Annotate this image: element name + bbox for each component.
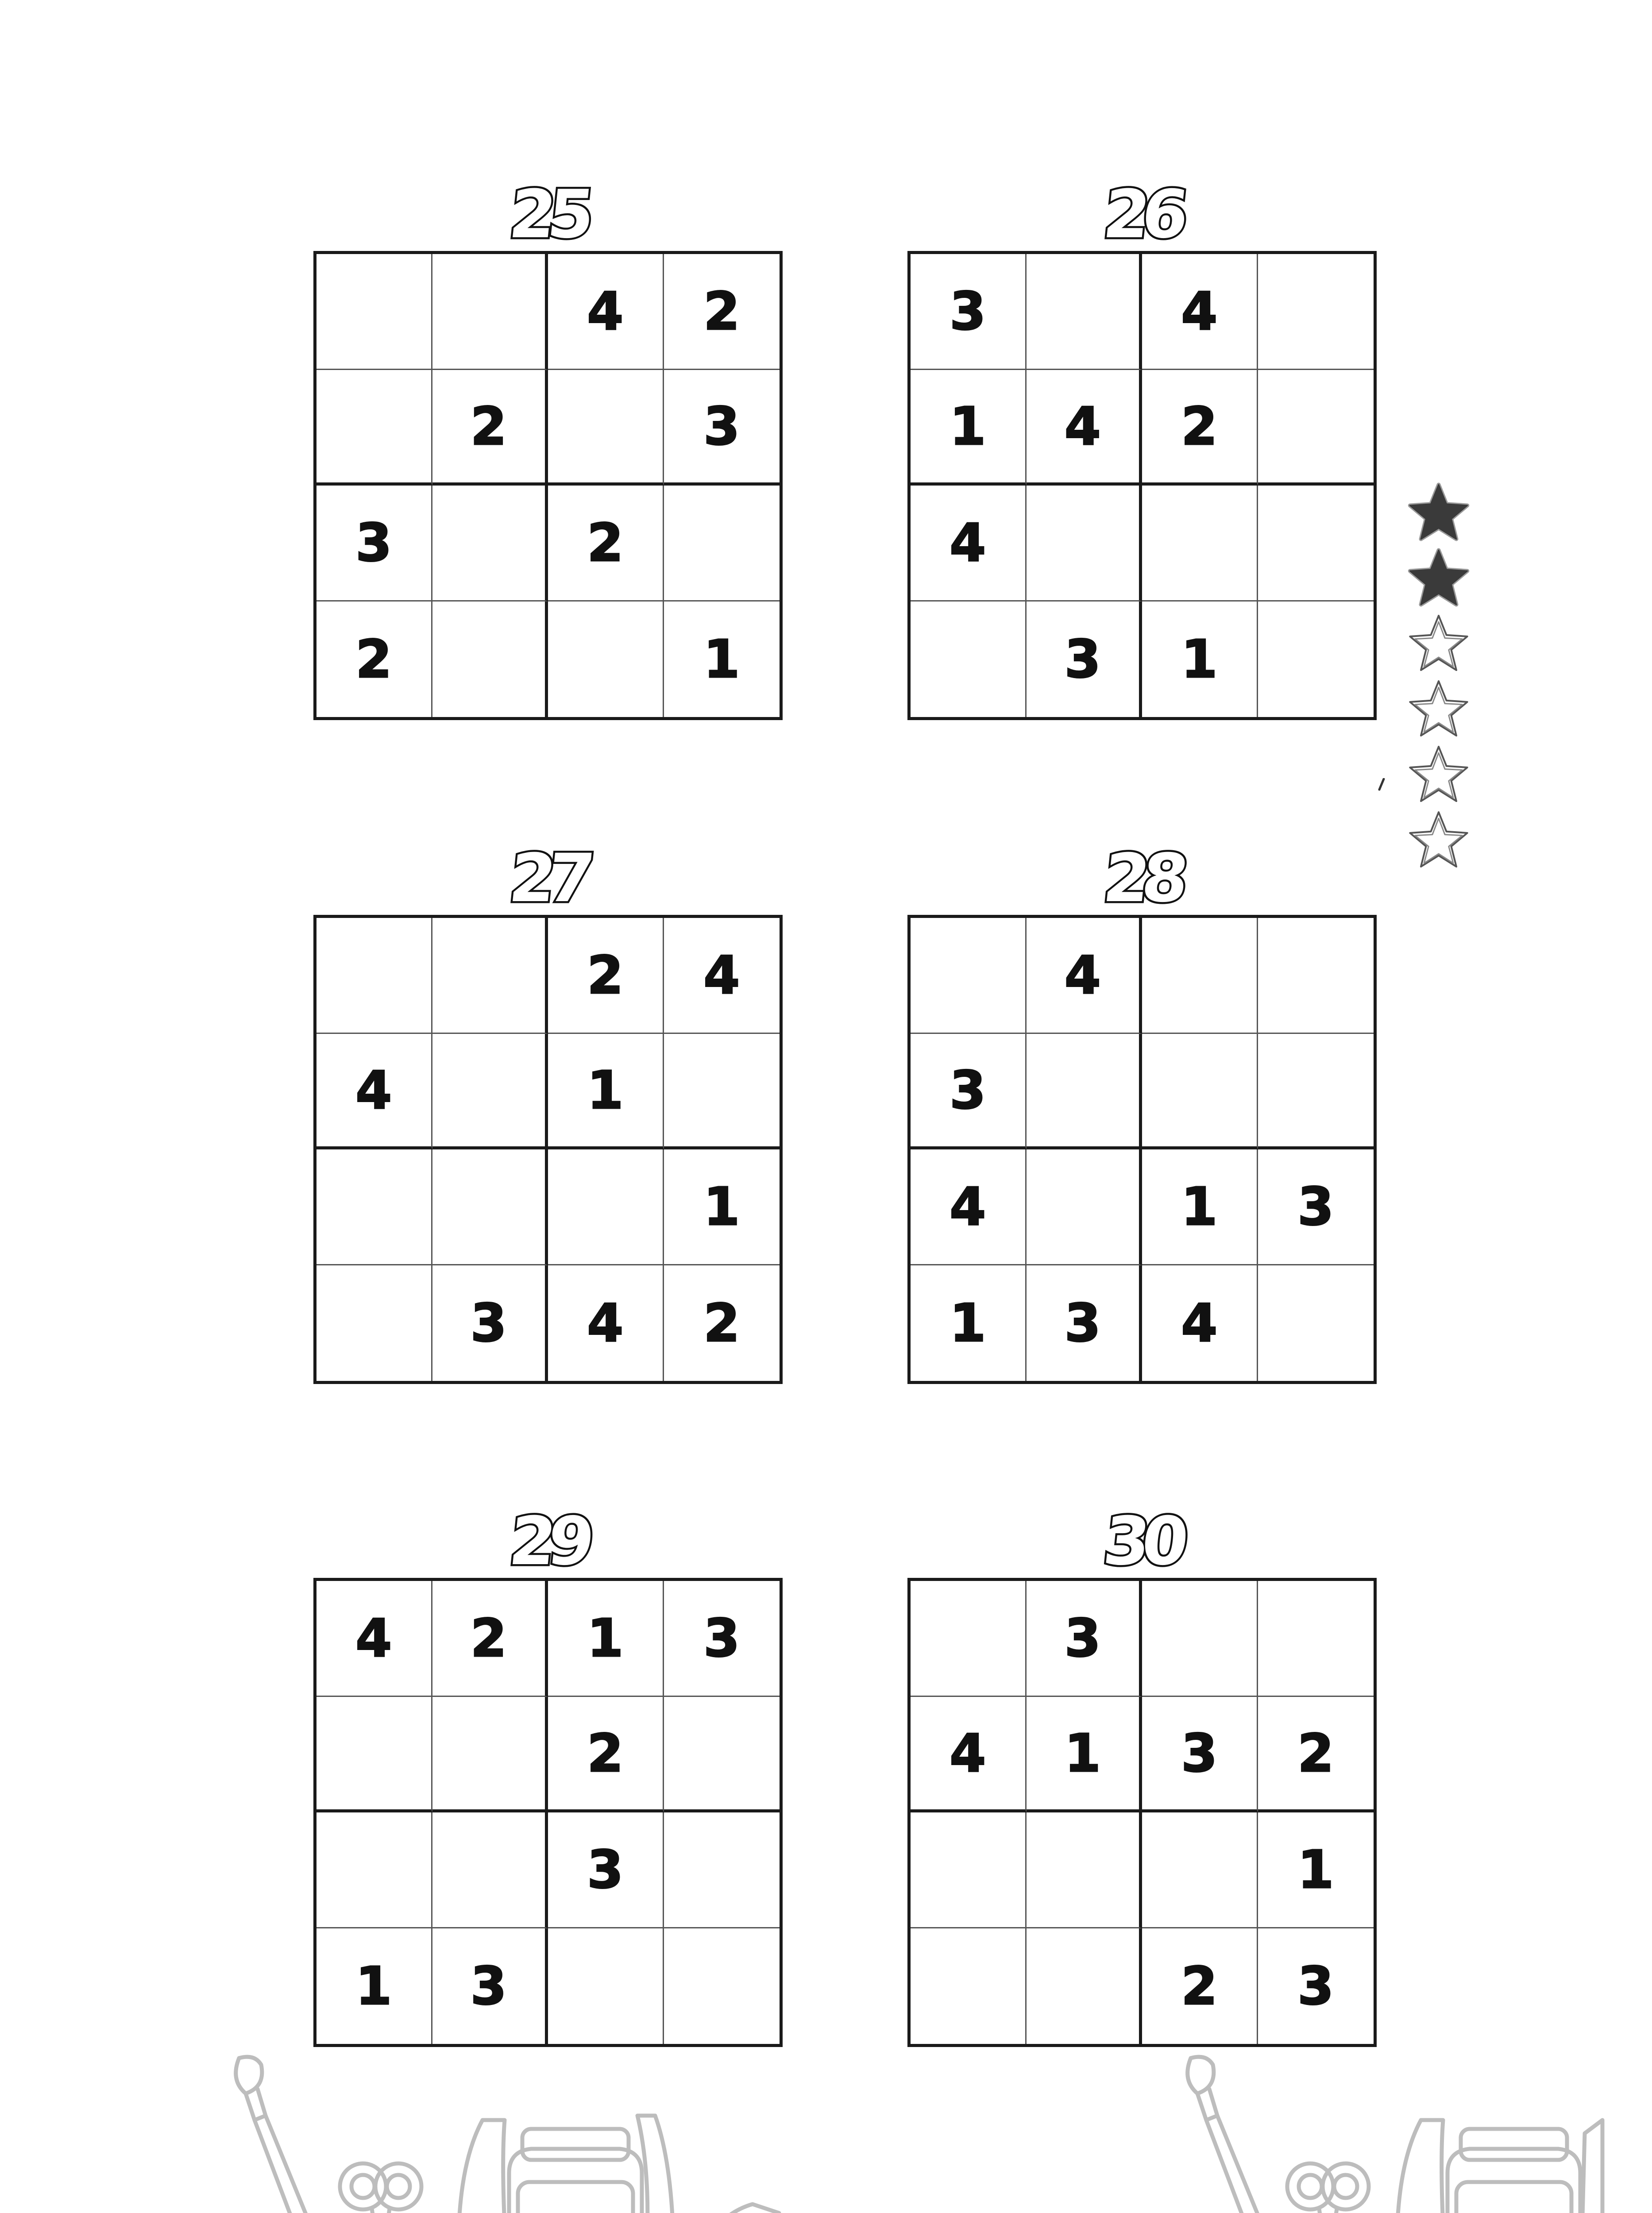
grid-cell[interactable] xyxy=(664,486,780,601)
grid-cell[interactable]: 1 xyxy=(548,1034,664,1150)
grid-cell[interactable] xyxy=(664,1812,780,1928)
grid-cell[interactable]: 1 xyxy=(1027,1697,1143,1813)
grid-cell[interactable]: 3 xyxy=(548,1812,664,1928)
grid-cell[interactable]: 4 xyxy=(317,1034,432,1150)
grid-cell[interactable]: 4 xyxy=(911,1149,1027,1265)
grid-cell[interactable]: 3 xyxy=(432,1265,548,1381)
grid-cell[interactable]: 4 xyxy=(548,1265,664,1381)
sudoku-grid xyxy=(907,1578,1377,2047)
puzzle-number: 26 xyxy=(1100,176,1185,253)
grid-cell[interactable] xyxy=(1258,918,1374,1034)
grid-cell[interactable] xyxy=(432,1812,548,1928)
grid-cell[interactable]: 4 xyxy=(1027,918,1143,1034)
grid-cell[interactable]: 1 xyxy=(1142,601,1258,717)
grid-cell[interactable]: 3 xyxy=(1258,1149,1374,1265)
grid-cell[interactable] xyxy=(548,601,664,717)
stapler-icon xyxy=(699,2204,779,2213)
puzzle-number: 29 xyxy=(506,1503,591,1580)
grid-cell[interactable] xyxy=(1258,1265,1374,1381)
grid-cell[interactable] xyxy=(1027,1149,1143,1265)
grid-cell[interactable] xyxy=(1027,1928,1143,2044)
grid-cell[interactable] xyxy=(317,1812,432,1928)
star-icon xyxy=(1405,546,1472,612)
grid-cell[interactable] xyxy=(432,486,548,601)
puzzle-number: 30 xyxy=(1100,1503,1185,1580)
grid-cell[interactable] xyxy=(911,918,1027,1034)
grid-cell[interactable]: 3 xyxy=(432,1928,548,2044)
grid-cell[interactable] xyxy=(432,918,548,1034)
grid-cell[interactable] xyxy=(1027,1812,1143,1928)
grid-cell[interactable]: 4 xyxy=(1142,1265,1258,1381)
grid-cell[interactable]: 2 xyxy=(664,254,780,370)
grid-cell[interactable]: 1 xyxy=(703,628,740,690)
grid-cell[interactable] xyxy=(664,1034,780,1150)
grid-cell[interactable]: 2 xyxy=(317,601,432,717)
difficulty-rating xyxy=(1405,480,1481,874)
grid-cell[interactable] xyxy=(317,918,432,1034)
backpack-icon xyxy=(459,2116,674,2213)
grid-cell[interactable]: 3 xyxy=(1297,1955,1334,2017)
grid-cell[interactable] xyxy=(432,1149,548,1265)
star-icon xyxy=(1405,808,1472,874)
grid-cell[interactable] xyxy=(911,1812,1027,1928)
grid-cell[interactable] xyxy=(1027,254,1143,370)
star-icon xyxy=(1405,677,1472,743)
scissors-icon xyxy=(1287,2163,1369,2213)
grid-cell[interactable]: 3 xyxy=(317,486,432,601)
grid-cell[interactable] xyxy=(548,1928,664,2044)
grid-cell[interactable]: 2 xyxy=(548,1697,664,1813)
stray-mark xyxy=(1377,778,1386,791)
puzzle-number: 27 xyxy=(506,840,591,917)
grid-cell[interactable]: 2 xyxy=(432,1581,548,1697)
grid-cell[interactable] xyxy=(1142,1034,1258,1150)
grid-cell[interactable] xyxy=(1142,486,1258,601)
grid-cell[interactable] xyxy=(432,1697,548,1813)
sudoku-grid xyxy=(313,1578,783,2047)
grid-cell[interactable] xyxy=(1258,486,1374,601)
grid-cell[interactable] xyxy=(1142,918,1258,1034)
grid-cell[interactable]: 1 xyxy=(911,1265,1027,1381)
grid-cell[interactable] xyxy=(1258,254,1374,370)
grid-cell[interactable]: 4 xyxy=(548,254,664,370)
grid-cell[interactable] xyxy=(911,601,1027,717)
grid-cell[interactable] xyxy=(1258,1581,1374,1697)
grid-cell[interactable]: 4 xyxy=(1027,370,1143,486)
grid-cell[interactable]: 1 xyxy=(911,370,1027,486)
grid-cell[interactable]: 2 xyxy=(703,1292,740,1354)
grid-cell[interactable] xyxy=(1258,370,1374,486)
paintbrush-icon xyxy=(236,2057,325,2213)
grid-cell[interactable]: 2 xyxy=(1142,370,1258,486)
grid-cell[interactable] xyxy=(1258,1034,1374,1150)
grid-cell[interactable]: 2 xyxy=(1142,1928,1258,2044)
grid-cell[interactable] xyxy=(911,1581,1027,1697)
grid-cell[interactable]: 2 xyxy=(432,370,548,486)
grid-cell[interactable]: 1 xyxy=(664,1149,780,1265)
grid-cell[interactable] xyxy=(432,254,548,370)
grid-cell[interactable] xyxy=(664,1697,780,1813)
grid-cell[interactable]: 3 xyxy=(1142,1697,1258,1813)
grid-cell[interactable] xyxy=(317,1697,432,1813)
grid-cell[interactable]: 1 xyxy=(1142,1149,1258,1265)
grid-cell[interactable]: 4 xyxy=(317,1581,432,1697)
paintbrush-icon xyxy=(1188,2057,1277,2213)
grid-cell[interactable] xyxy=(548,370,664,486)
grid-cell[interactable]: 3 xyxy=(664,1581,780,1697)
grid-cell[interactable] xyxy=(317,1149,432,1265)
grid-cell[interactable]: 3 xyxy=(1027,1265,1143,1381)
grid-cell[interactable]: 1 xyxy=(548,1581,664,1697)
grid-cell[interactable] xyxy=(317,254,432,370)
grid-cell[interactable]: 3 xyxy=(911,1034,1027,1150)
school-supplies-border xyxy=(0,2045,1652,2213)
grid-cell[interactable]: 3 xyxy=(1027,1581,1143,1697)
grid-cell[interactable]: 3 xyxy=(1027,601,1143,717)
grid-cell[interactable] xyxy=(1027,486,1143,601)
grid-cell[interactable]: 4 xyxy=(911,1697,1027,1813)
grid-cell[interactable] xyxy=(911,1928,1027,2044)
puzzle-number: 28 xyxy=(1100,840,1185,917)
grid-cell[interactable]: 1 xyxy=(1258,1812,1374,1928)
grid-cell[interactable] xyxy=(432,601,548,717)
puzzle-number: 25 xyxy=(506,176,591,253)
grid-cell[interactable]: 2 xyxy=(548,918,664,1034)
star-icon xyxy=(1405,742,1472,809)
grid-cell[interactable] xyxy=(664,1928,780,2044)
scissors-icon xyxy=(340,2163,421,2213)
grid-cell[interactable] xyxy=(1258,601,1374,717)
grid-cell[interactable] xyxy=(1027,1034,1143,1150)
grid-cell[interactable]: 4 xyxy=(911,486,1027,601)
grid-cell[interactable]: 2 xyxy=(1258,1697,1374,1813)
star-icon xyxy=(1405,480,1472,547)
grid-cell[interactable]: 2 xyxy=(548,486,664,601)
grid-cell[interactable]: 1 xyxy=(317,1928,432,2044)
grid-cell[interactable]: 3 xyxy=(664,370,780,486)
grid-cell[interactable]: 4 xyxy=(1142,254,1258,370)
grid-cell[interactable] xyxy=(317,1265,432,1381)
backpack-icon xyxy=(1397,2120,1602,2213)
grid-cell[interactable]: 4 xyxy=(664,918,780,1034)
star-icon xyxy=(1405,611,1472,678)
grid-cell[interactable] xyxy=(548,1149,664,1265)
grid-cell[interactable] xyxy=(1142,1581,1258,1697)
grid-cell[interactable]: 3 xyxy=(911,254,1027,370)
sudoku-grid xyxy=(313,915,783,1384)
sudoku-grid xyxy=(907,251,1377,720)
grid-cell[interactable] xyxy=(317,370,432,486)
sudoku-grid xyxy=(313,251,783,720)
grid-cell[interactable] xyxy=(432,1034,548,1150)
sudoku-grid xyxy=(907,915,1377,1384)
grid-cell[interactable] xyxy=(1142,1812,1258,1928)
